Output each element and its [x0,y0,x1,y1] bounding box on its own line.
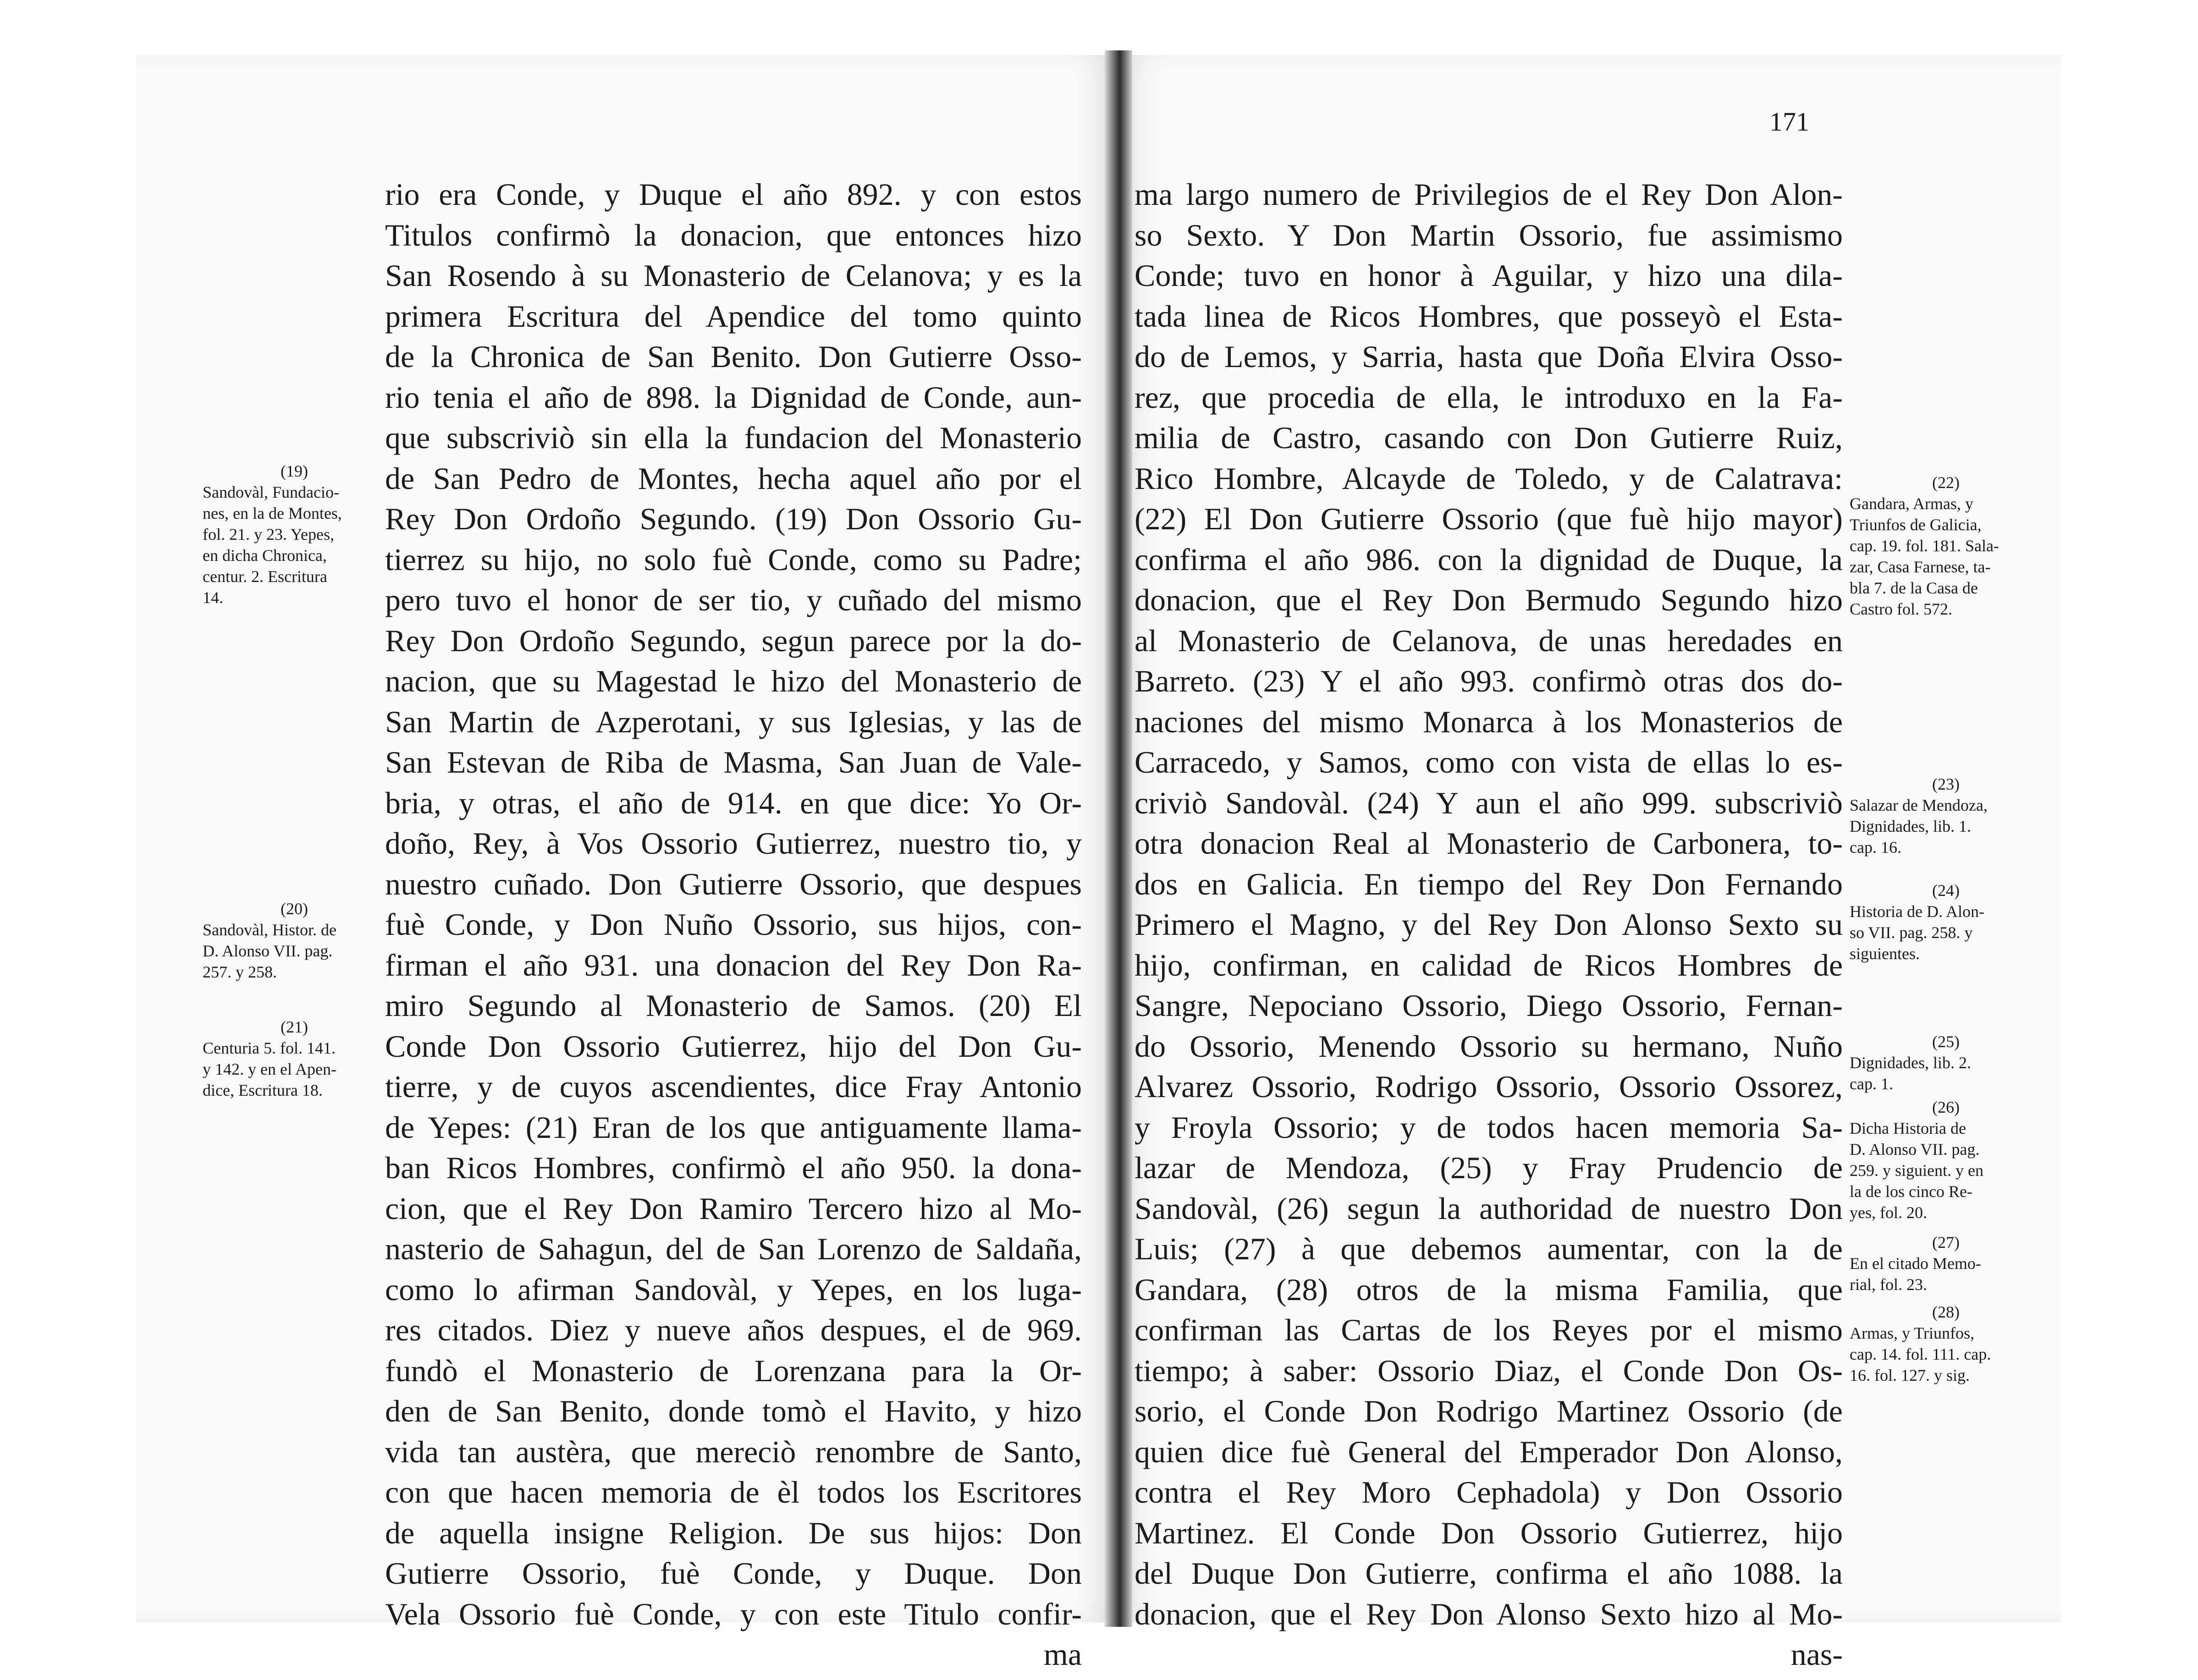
note-line: yes, fol. 20. [1850,1203,1927,1222]
left-body-line: fundò el Monasterio de Lorenzana para la Or- [385,1353,1082,1388]
left-body-line: tierrez su hijo, no solo fuè Conde, como su Padre; [385,542,1082,577]
marginal-note [203,461,386,608]
left-body-line: doño, Rey, à Vos Ossorio Gutierrez, nuestro tio, y [385,826,1082,861]
note-number: (25) [1932,1032,1960,1051]
note-line: 16. fol. 127. y sig. [1850,1366,1970,1384]
right-body-line: donacion, que el Rey Don Bermudo Segundo hizo [1135,582,1843,617]
note-line: Centuria 5. fol. 141. [203,1039,336,1057]
note-number: (19) [281,462,308,480]
left-body-line: Conde Don Ossorio Gutierrez, hijo del Don Gu- [385,1028,1082,1064]
note-line: nes, en la de Montes, [203,504,342,522]
right-body-line: dos en Galicia. En tiempo del Rey Don Fernando [1135,866,1843,901]
right-body-line: Conde; tuvo en honor à Aguilar, y hizo una dila- [1135,258,1843,293]
marginal-note [1850,880,2042,964]
page-number: 171 [1769,107,1809,137]
right-body-line: Alvarez Ossorio, Rodrigo Ossorio, Ossorio Ossorez, [1135,1069,1843,1104]
right-body-line: do de Lemos, y Sarria, hasta que Doña Elvira Osso- [1135,339,1843,374]
left-body-line: que subscriviò sin ella la fundacion del Monasterio [385,420,1082,455]
marginal-note [1850,1097,2042,1223]
right-body-line: Luis; (27) à que debemos aumentar, con la de [1135,1231,1843,1266]
left-body-line: de Yepes: (21) Eran de los que antiguamente llama- [385,1109,1082,1145]
note-line: Historia de D. Alon- [1850,902,1984,921]
note-line: y 142. y en el Apen- [203,1060,336,1078]
right-body-line: Rico Hombre, Alcayde de Toledo, y de Calatrava: [1135,461,1843,496]
left-body-line: Vela Ossorio fuè Conde, y con este Titulo confir- [385,1596,1082,1631]
note-line: fol. 21. y 23. Yepes, [203,525,335,544]
left-body-line: Titulos confirmò la donacion, que entonces hizo [385,217,1082,253]
left-body-line: ban Ricos Hombres, confirmò el año 950. la dona- [385,1150,1082,1185]
left-body-text [385,174,1082,1675]
left-body-line: rio era Conde, y Duque el año 892. y con estos [385,177,1082,212]
left-body-line: nacion, que su Magestad le hizo del Monasterio de [385,664,1082,698]
right-body-line: donacion, que el Rey Don Alonso Sexto hizo al Mo- [1135,1596,1843,1631]
left-body-line: nuestro cuñado. Don Gutierre Ossorio, que despues [385,866,1082,901]
marginal-note [203,1016,386,1101]
note-line: rial, fol. 23. [1850,1275,1927,1294]
right-body-line: del Duque Don Gutierre, confirma el año 1088. la [1135,1556,1843,1591]
note-line: D. Alonso VII. pag. [1850,1140,1980,1158]
right-body-line: milia de Castro, casando con Don Gutierre Ruiz, [1135,420,1843,455]
marginal-note [1850,1301,2042,1386]
note-line: Dicha Historia de [1850,1119,1966,1137]
marginal-note [1850,1031,2042,1094]
left-body-line: vida tan austèra, que mereciò renombre de Santo, [385,1434,1082,1469]
left-body-line: res citados. Diez y nueve años despues, el de 969. [385,1312,1082,1347]
note-number: (22) [1932,473,1960,492]
note-line: Armas, y Triunfos, [1850,1324,1975,1342]
right-body-line: sorio, el Conde Don Rodrigo Martinez Ossorio (de [1135,1394,1843,1428]
left-body-line: miro Segundo al Monasterio de Samos. (20) El [385,988,1082,1023]
right-body-line: Primero el Magno, y del Rey Don Alonso Sexto su [1135,907,1843,942]
note-number: (24) [1932,881,1960,900]
right-body-line: Sandovàl, (26) segun la authoridad de nuestro Don [1135,1191,1843,1226]
marginal-note [203,898,386,983]
left-body-line: de San Pedro de Montes, hecha aquel año por el [385,461,1082,496]
right-body-line: lazar de Mendoza, (25) y Fray Prudencio de [1135,1150,1843,1185]
right-body-line: criviò Sandovàl. (24) Y aun el año 999. subscriviò [1135,785,1843,820]
left-body-line: nasterio de Sahagun, del de San Lorenzo de Saldaña, [385,1231,1082,1266]
left-body-line: bria, y otras, el año de 914. en que dice: Yo Or- [385,785,1082,820]
right-body-line: Gandara, (28) otros de la misma Familia, que [1135,1272,1843,1307]
right-body-line: ma largo numero de Privilegios de el Rey Don Alon- [1135,177,1843,212]
note-line: cap. 1. [1850,1075,1893,1093]
left-body-line: pero tuvo el honor de ser tio, y cuñado del mismo [385,582,1082,617]
marginal-note [1850,1232,2042,1295]
note-line: 257. y 258. [203,963,277,981]
note-line: Sandovàl, Fundacio- [203,483,339,501]
note-line: en dicha Chronica, [203,546,327,565]
note-number: (20) [281,900,308,918]
left-body-line: den de San Benito, donde tomò el Havito, y hizo [385,1394,1082,1428]
note-line: cap. 16. [1850,838,1901,856]
left-body-line: con que hacen memoria de èl todos los Escritores [385,1475,1082,1510]
right-body-line: naciones del mismo Monarca à los Monasterios de [1135,704,1843,739]
right-body-line: confirma el año 986. con la dignidad de Duque, la [1135,542,1843,577]
marginal-note [1850,472,2042,620]
note-line: 14. [203,588,223,607]
right-body-text [1135,174,1843,1675]
book-gutter [1105,50,1132,1627]
note-line: D. Alonso VII. pag. [203,942,333,960]
note-line: zar, Casa Farnese, ta- [1850,558,1991,576]
note-line: cap. 19. fol. 181. Sala- [1850,537,1999,555]
note-line: la de los cinco Re- [1850,1182,1972,1201]
left-body-line: ma [1043,1637,1082,1672]
note-number: (21) [281,1018,308,1036]
right-body-line: tiempo; à saber: Ossorio Diaz, el Conde Don Os- [1135,1353,1843,1388]
note-line: 259. y siguient. y en [1850,1161,1983,1180]
right-body-line: contra el Rey Moro Cephadola) y Don Ossorio [1135,1475,1843,1510]
note-line: Dignidades, lib. 1. [1850,817,1971,835]
left-body-line: rio tenia el año de 898. la Dignidad de Conde, aun- [385,379,1082,415]
left-body-line: firman el año 931. una donacion del Rey Don Ra- [385,947,1082,983]
right-body-line: do Ossorio, Menendo Ossorio su hermano, Nuño [1135,1028,1843,1064]
note-line: En el citado Memo- [1850,1254,1981,1273]
note-line: so VII. pag. 258. y [1850,923,1973,942]
right-body-line: hijo, confirman, en calidad de Ricos Hombres de [1135,947,1843,983]
left-body-line: cion, que el Rey Don Ramiro Tercero hizo al Mo- [385,1191,1082,1226]
left-body-line: primera Escritura del Apendice del tomo quinto [385,298,1082,334]
left-body-line: San Estevan de Riba de Masma, San Juan de Vale- [385,745,1082,780]
note-line: Triunfos de Galicia, [1850,516,1982,534]
right-body-line: quien dice fuè General del Emperador Don Alonso, [1135,1434,1843,1469]
left-body-line: de la Chronica de San Benito. Don Gutierre Osso- [385,339,1082,374]
left-body-line: San Rosendo à su Monasterio de Celanova; y es la [385,258,1082,293]
right-body-line: Martinez. El Conde Don Ossorio Gutierrez, hijo [1135,1515,1843,1550]
note-line: cap. 14. fol. 111. cap. [1850,1345,1991,1363]
left-body-line: Gutierre Ossorio, fuè Conde, y Duque. Don [385,1556,1082,1591]
right-body-line: rez, que procedia de ella, le introduxo en la Fa- [1135,379,1843,415]
right-body-line: otra donacion Real al Monasterio de Carbonera, to- [1135,826,1843,861]
left-body-line: Rey Don Ordoño Segundo. (19) Don Ossorio Gu- [385,501,1082,536]
note-line: Gandara, Armas, y [1850,494,1973,513]
left-body-line: de aquella insigne Religion. De sus hijos: Don [385,1515,1082,1550]
right-body-line: y Froyla Ossorio; y de todos hacen memoria Sa- [1135,1109,1843,1145]
right-body-line: tada linea de Ricos Hombres, que posseyò el Esta- [1135,298,1843,334]
right-body-line: so Sexto. Y Don Martin Ossorio, fue assimismo [1135,217,1843,253]
note-number: (23) [1932,775,1960,793]
left-body-line: tierre, y de cuyos ascendientes, dice Fray Antonio [385,1069,1082,1104]
note-line: dice, Escritura 18. [203,1081,323,1099]
marginal-note [1850,774,2042,858]
left-body-line: fuè Conde, y Don Nuño Ossorio, sus hijos, con- [385,907,1082,942]
right-body-line: al Monasterio de Celanova, de unas heredades en [1135,623,1843,658]
note-line: Dignidades, lib. 2. [1850,1054,1971,1072]
right-body-line: confirman las Cartas de los Reyes por el mismo [1135,1312,1843,1347]
right-body-line: Carracedo, y Samos, como con vista de ellas lo es- [1135,745,1843,780]
note-line: centur. 2. Escritura [203,567,327,586]
note-number: (26) [1932,1098,1960,1116]
note-line: siguientes. [1850,944,1920,963]
right-body-line: Sangre, Nepociano Ossorio, Diego Ossorio, Fernan- [1135,988,1843,1023]
left-body-line: San Martin de Azperotani, y sus Iglesias, y las de [385,704,1082,739]
note-line: bla 7. de la Casa de [1850,579,1978,597]
note-line: Salazar de Mendoza, [1850,796,1988,814]
note-number: (28) [1932,1303,1960,1321]
note-number: (27) [1932,1233,1960,1252]
right-body-line: (22) El Don Gutierre Ossorio (que fuè hijo mayor) [1135,501,1843,536]
right-body-line: nas- [1790,1637,1843,1672]
note-line: Castro fol. 572. [1850,600,1952,618]
right-body-line: Barreto. (23) Y el año 993. confirmò otras dos do- [1135,664,1843,698]
left-body-line: Rey Don Ordoño Segundo, segun parece por la do- [385,623,1082,658]
note-line: Sandovàl, Histor. de [203,921,336,939]
left-body-line: como lo afirman Sandovàl, y Yepes, en los luga- [385,1272,1082,1307]
